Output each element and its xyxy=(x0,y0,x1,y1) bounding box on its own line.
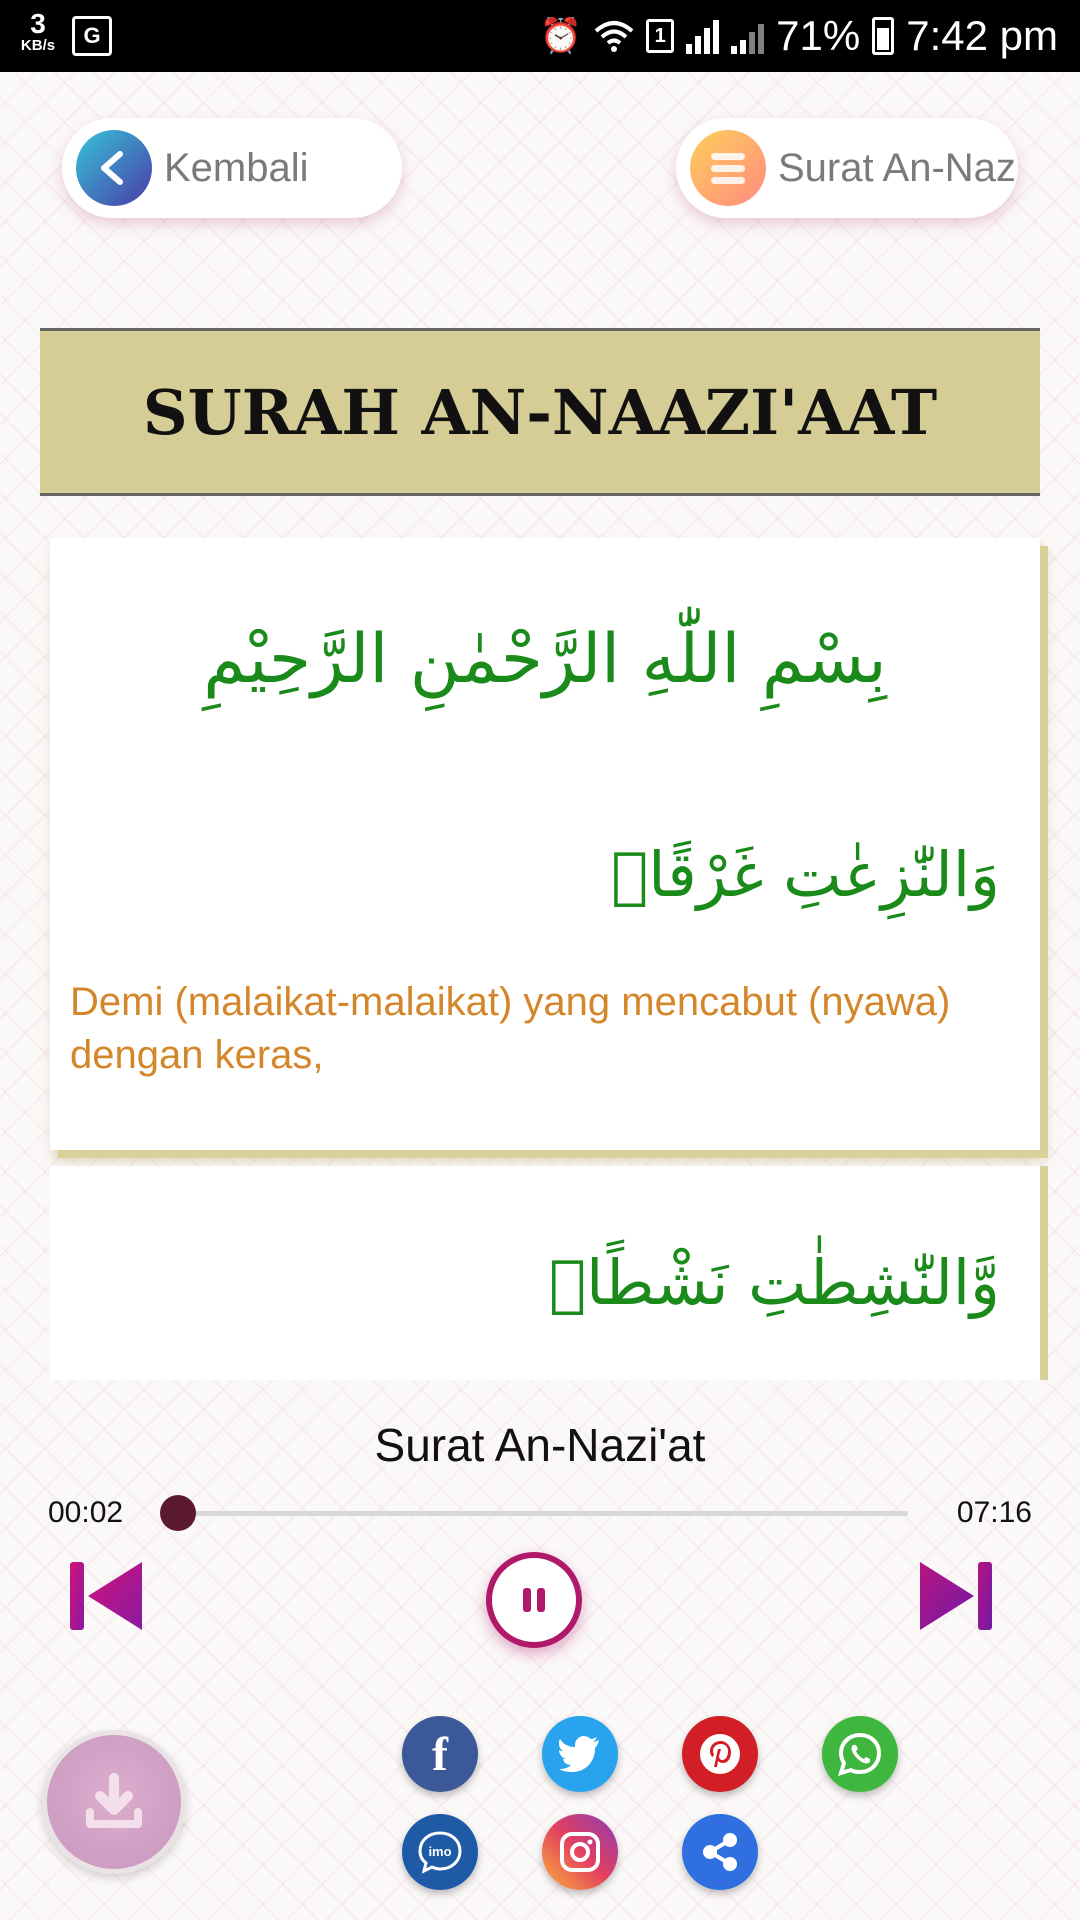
battery-percent: 71% xyxy=(776,12,861,59)
ayah-arabic: وَالنّٰزِعٰتِ غَرْقًاۙ xyxy=(611,838,1000,911)
facebook-share-button[interactable] xyxy=(402,1716,478,1792)
signal-icon-2 xyxy=(731,18,764,54)
bismillah-text: بِسْمِ اللّٰهِ الرَّحْمٰنِ الرَّحِيْمِ xyxy=(203,620,887,699)
surah-menu-label: Surat An-Naz xyxy=(778,145,1016,190)
alarm-icon: ⏰ xyxy=(539,17,583,55)
back-button[interactable] xyxy=(62,118,402,218)
ayah-translation: Demi (malaikat-malaikat) yang mencabut (nyawa) dengan keras, xyxy=(70,980,951,1077)
ayah-card[interactable] xyxy=(50,538,1040,1150)
twitter-share-button[interactable] xyxy=(542,1716,618,1792)
surah-menu-button[interactable] xyxy=(676,118,1018,218)
pause-icon xyxy=(523,1588,545,1612)
signal-icon-1 xyxy=(686,18,719,54)
whatsapp-icon xyxy=(836,1730,884,1778)
duration-time: 07:16 xyxy=(956,1496,1032,1529)
svg-text:imo: imo xyxy=(428,1844,452,1859)
next-button[interactable] xyxy=(916,1560,996,1632)
twitter-icon xyxy=(559,1736,601,1772)
instagram-icon xyxy=(558,1830,602,1874)
previous-button[interactable] xyxy=(66,1560,146,1632)
skip-next-icon xyxy=(916,1560,996,1632)
page-title: SURAH AN-NAAZI'AAT xyxy=(142,375,938,449)
pinterest-icon xyxy=(698,1732,742,1776)
imo-share-button[interactable] xyxy=(402,1814,478,1890)
sim-indicator: 1 xyxy=(646,19,674,53)
menu-icon xyxy=(690,130,766,206)
seek-bar[interactable] xyxy=(174,1511,908,1516)
status-bar xyxy=(0,0,1080,72)
download-button[interactable] xyxy=(42,1730,186,1874)
ayah-card[interactable] xyxy=(50,1166,1040,1380)
battery-icon xyxy=(872,17,894,55)
pinterest-share-button[interactable] xyxy=(682,1716,758,1792)
seek-thumb[interactable] xyxy=(160,1495,196,1531)
whatsapp-share-button[interactable] xyxy=(822,1716,898,1792)
imo-icon xyxy=(415,1827,465,1877)
current-time: 00:02 xyxy=(48,1496,124,1529)
clock: 7:42 pm xyxy=(906,12,1058,59)
translate-icon: G xyxy=(72,16,112,56)
facebook-icon: f xyxy=(432,1727,448,1781)
net-speed-indicator xyxy=(16,10,60,53)
wifi-icon xyxy=(594,19,634,53)
net-speed-unit: KB/s xyxy=(20,37,56,54)
back-arrow-icon xyxy=(76,130,152,206)
player-track-title: Surat An-Nazi'at xyxy=(374,1419,706,1471)
surah-title-banner xyxy=(40,328,1040,496)
ayah-arabic: وَّالنّٰشِطٰتِ نَشْطًاۙ xyxy=(548,1246,1000,1319)
net-speed-value: 3 xyxy=(30,8,46,39)
back-button-label: Kembali xyxy=(164,145,309,190)
skip-previous-icon xyxy=(66,1560,146,1632)
pause-button[interactable] xyxy=(486,1552,582,1648)
generic-share-button[interactable] xyxy=(682,1814,758,1890)
share-icon xyxy=(698,1830,742,1874)
download-icon xyxy=(82,1770,146,1834)
instagram-share-button[interactable] xyxy=(542,1814,618,1890)
